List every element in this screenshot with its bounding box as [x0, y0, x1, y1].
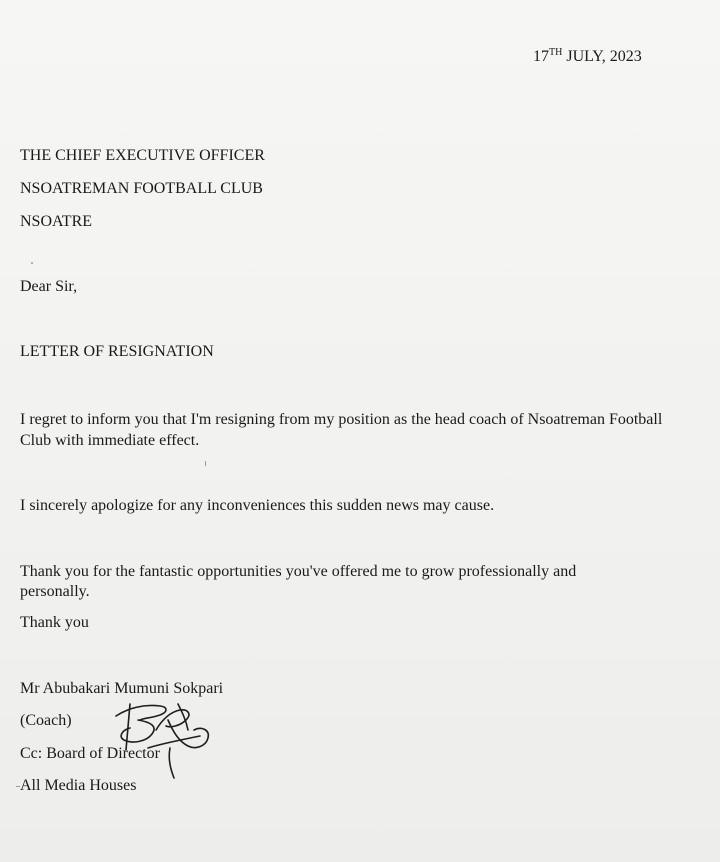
closing: Thank you: [20, 614, 89, 631]
paper-speck: [205, 461, 206, 466]
body-paragraph-thanks: Thank you for the fantastic opportunities you've offered me to grow professionally and personally.: [20, 563, 577, 600]
letter-subject: LETTER OF RESIGNATION: [20, 343, 214, 360]
letter-date: [533, 47, 642, 67]
date-month-year: JULY, 2023: [562, 48, 642, 65]
salutation: Dear Sir,: [20, 278, 78, 295]
signer-role: (Coach): [20, 712, 72, 729]
cc-media-line: All Media Houses: [20, 777, 137, 794]
paper-speck: [16, 786, 20, 787]
date-suffix: TH: [549, 47, 563, 58]
cc-line: Cc: Board of Director: [20, 745, 160, 762]
body-paragraph-apology: I sincerely apologize for any inconveniences this sudden news may cause.: [20, 497, 495, 514]
recipient-location: NSOATRE: [20, 213, 93, 230]
body-paragraph-resignation: I regret to inform you that I'm resigning from my position as the head coach of Nsoatreman Football Club with immediate effect.: [20, 411, 663, 449]
signer-name: Mr Abubakari Mumuni Sokpari: [20, 680, 224, 697]
recipient-organization: NSOATREMAN FOOTBALL CLUB: [20, 180, 263, 197]
paper-speck: [31, 262, 33, 264]
date-day: 17: [533, 48, 549, 65]
handwritten-signature-icon: [108, 690, 218, 780]
recipient-title: THE CHIEF EXECUTIVE OFFICER: [20, 147, 265, 164]
